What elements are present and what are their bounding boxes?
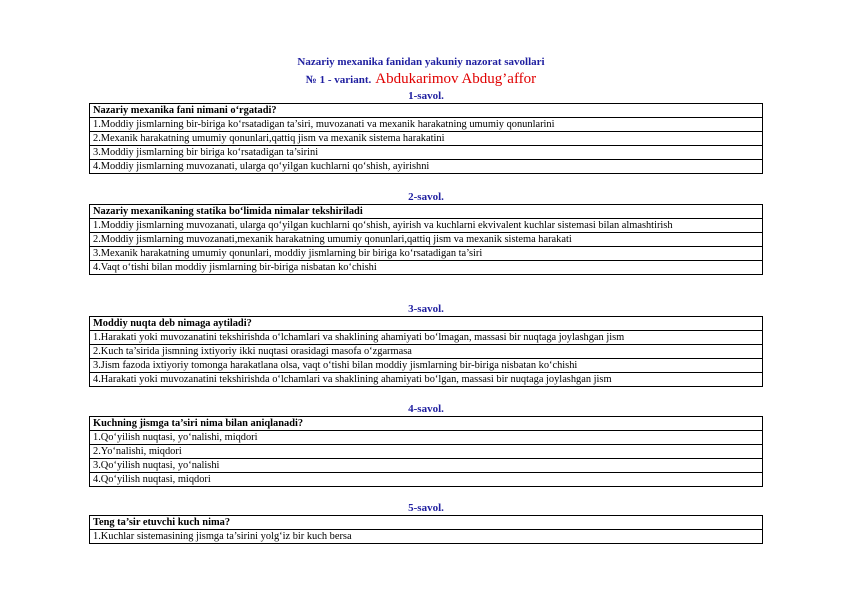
answer-option: 4.Moddiy jismlarning muvozanati, ularga qo‘yilgan kuchlarni qo‘shish, ayirishni [90,160,763,174]
table-row [90,160,763,174]
answer-option: 4.Harakati yoki muvozanatini tekshirishda o‘lchamlari va shaklining ahamiyati bo‘lgan, massasi bir nuqtaga joylashgan jism [90,373,763,387]
table-row [90,261,763,275]
table-row [90,417,763,431]
answer-option: 3.Jism fazoda ixtiyoriy tomonga harakatlana olsa, vaqt o‘tishi bilan moddiy jismlarning bir-biriga nisbatan ko‘chishi [90,359,763,373]
answer-option: 1.Moddiy jismlarning muvozanati, ularga qo‘yilgan kuchlarni qo‘shish, ayirish va kuchlarni ekvivalent kuchlar sistemasi bilan almashtirish [90,219,763,233]
table-row [90,233,763,247]
question-text: Teng ta’sir etuvchi kuch nima? [90,516,763,530]
question-label: 1-savol. [408,90,444,102]
table-row [90,118,763,132]
question-label: 5-savol. [408,502,444,514]
question-text: Nazariy mexanikaning statika bo‘limida nimalar tekshiriladi [90,205,763,219]
question-label: 2-savol. [408,191,444,203]
question-text: Nazariy mexanika fani nimani o‘rgatadi? [90,104,763,118]
question-label: 4-savol. [408,403,444,415]
question-table [89,103,763,174]
table-row [90,516,763,530]
answer-option: 2.Mexanik harakatning umumiy qonunlari,qattiq jism va mexanik sistema harakatini [90,132,763,146]
table-row [90,459,763,473]
document-title: Nazariy mexanika fanidan yakuniy nazorat savollari [297,56,545,68]
answer-option: 1.Qo‘yilish nuqtasi, yo‘nalishi, miqdori [90,431,763,445]
answer-option: 1.Kuchlar sistemasining jismga ta’sirini yolg‘iz bir kuch bersa [90,530,763,544]
answer-option: 3.Mexanik harakatning umumiy qonunlari, moddiy jismlarning bir biriga ko‘rsatadigan ta’siri [90,247,763,261]
table-row [90,431,763,445]
table-row [90,205,763,219]
table-row [90,530,763,544]
answer-option: 2.Kuch ta’sirida jismning ixtiyoriy ikki nuqtasi orasidagi masofa o‘zgarmasa [90,345,763,359]
question-block-1 [89,90,763,174]
answer-option: 2.Moddiy jismlarning muvozanati,mexanik harakatning umumiy qonunlari,qattiq jism va mexanik sistema harakati [90,233,763,247]
question-block-2 [89,191,763,275]
table-row [90,219,763,233]
table-row [90,132,763,146]
table-row [90,104,763,118]
question-label: 3-savol. [408,303,444,315]
table-row [90,445,763,459]
variant-number: № 1 - variant. [305,74,372,86]
answer-option: 3.Moddiy jismlarning bir biriga ko‘rsatadigan ta’sirini [90,146,763,160]
variant-line [0,70,842,89]
question-table [89,204,763,275]
question-block-3 [89,303,763,387]
question-block-4 [89,403,763,487]
table-row [90,146,763,160]
answer-option: 4.Qo‘yilish nuqtasi, miqdori [90,473,763,487]
table-row [90,247,763,261]
table-row [90,473,763,487]
table-row [90,373,763,387]
answer-option: 1.Harakati yoki muvozanatini tekshirishda o‘lchamlari va shaklining ahamiyati bo‘lmagan, massasi bir nuqtaga joylashgan jism [90,331,763,345]
answer-option: 2.Yo‘nalishi, miqdori [90,445,763,459]
question-text: Kuchning jismga ta’siri nima bilan aniqlanadi? [90,417,763,431]
answer-option: 4.Vaqt o‘tishi bilan moddiy jismlarning bir-biriga nisbatan ko‘chishi [90,261,763,275]
question-text: Moddiy nuqta deb nimaga aytiladi? [90,317,763,331]
document-header [0,55,842,89]
table-row [90,317,763,331]
answer-option: 3.Qo‘yilish nuqtasi, yo‘nalishi [90,459,763,473]
question-table [89,515,763,544]
question-table [89,316,763,387]
table-row [90,331,763,345]
question-table [89,416,763,487]
table-row [90,345,763,359]
question-block-5 [89,502,763,544]
answer-option: 1.Moddiy jismlarning bir-biriga ko‘rsatadigan ta’siri, muvozanati va mexanik harakatning umumiy qonunlarini [90,118,763,132]
author-name: Abdukarimov Abdug’affor [375,71,537,87]
table-row [90,359,763,373]
